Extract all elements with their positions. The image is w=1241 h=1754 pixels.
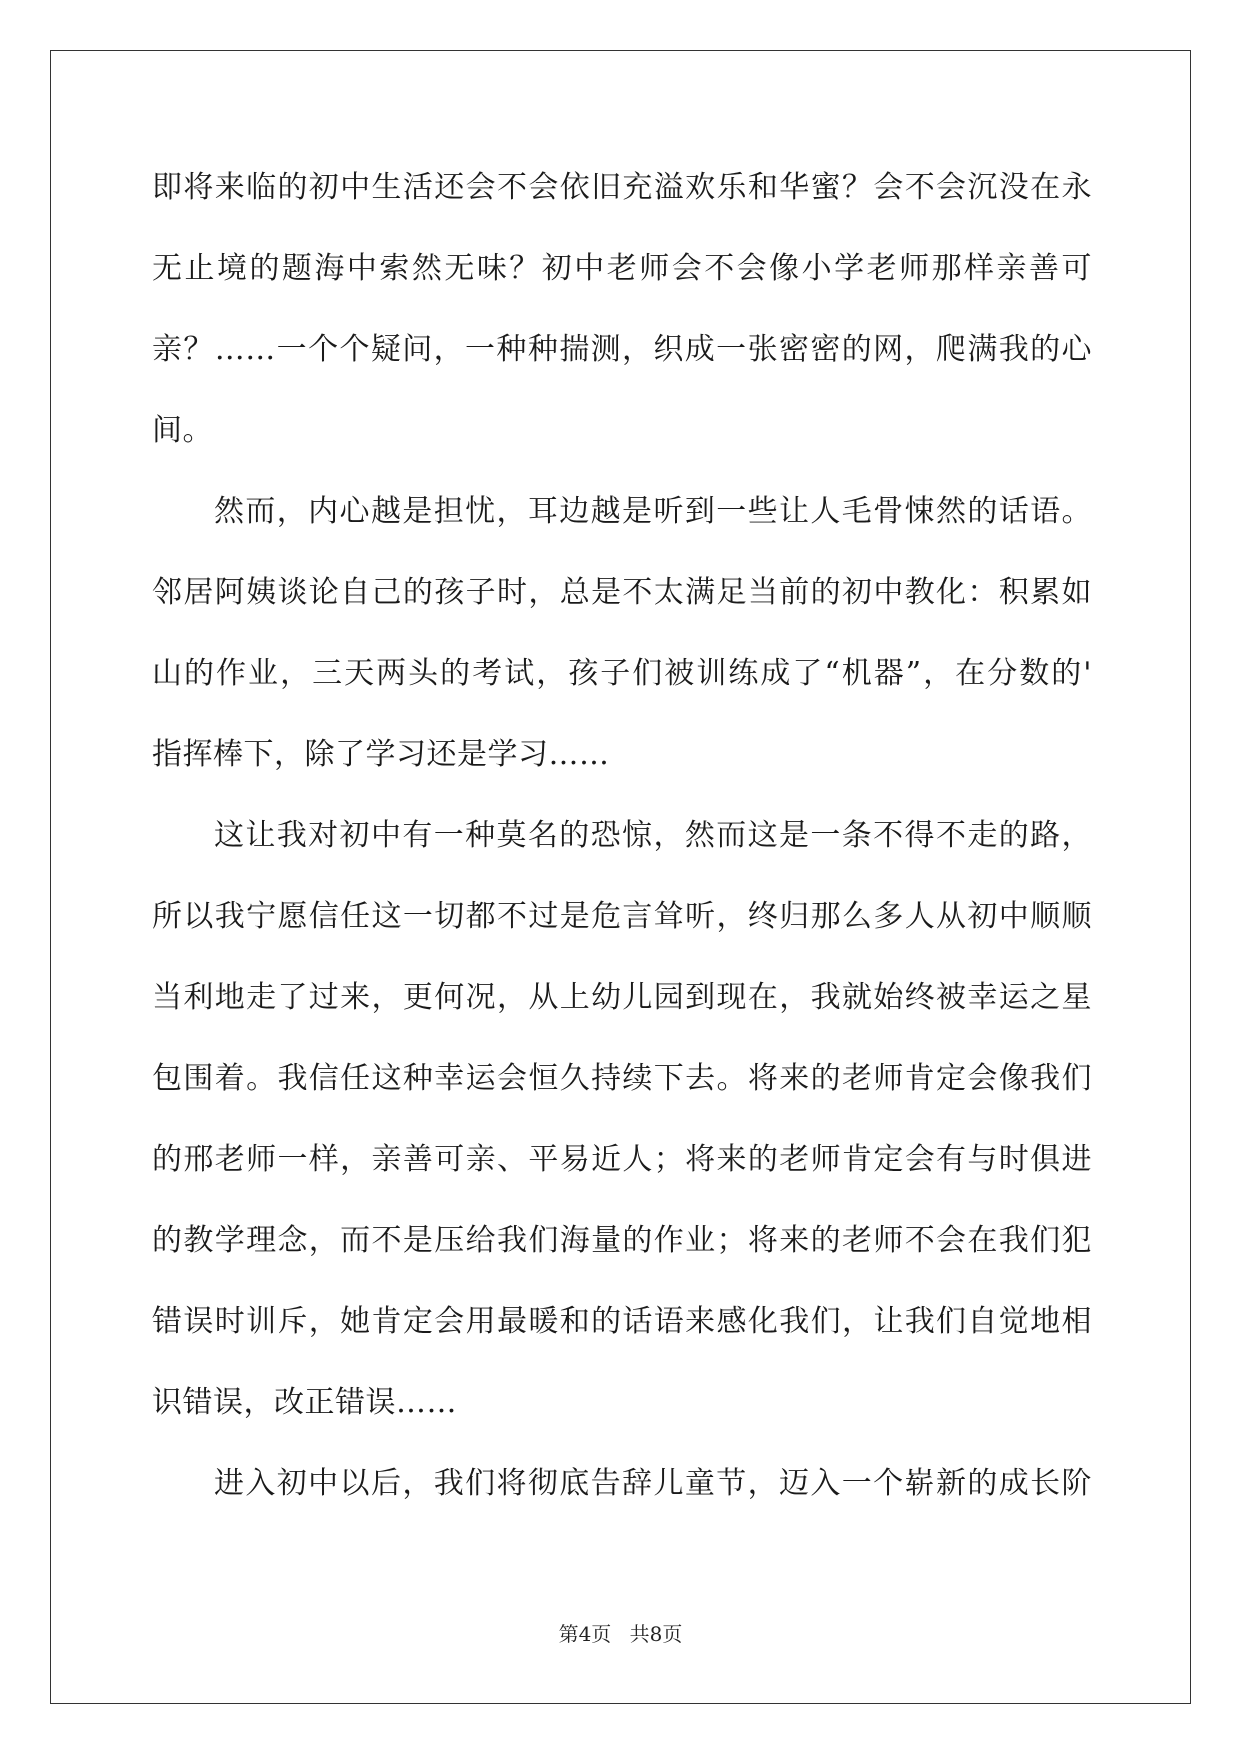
current-page-number: 第4页	[558, 1622, 612, 1646]
text-line: 错误时训斥，她肯定会用最暖和的话语来感化我们，让我们自觉地相	[152, 1304, 1092, 1339]
text-line: 包围着。我信任这种幸运会恒久持续下去。将来的老师肯定会像我们	[152, 1061, 1092, 1096]
text-line: 所以我宁愿信任这一切都不过是危言耸听，终归那么多人从初中顺顺	[152, 899, 1092, 934]
text-line: 当利地走了过来，更何况，从上幼儿园到现在，我就始终被幸运之星	[152, 980, 1092, 1015]
body-text	[152, 160, 1092, 1537]
text-line: 邻居阿姨谈论自己的孩子时，总是不太满足当前的初中教化：积累如	[152, 575, 1092, 610]
text-line: 这让我对初中有一种莫名的恐惊，然而这是一条不得不走的路，	[214, 818, 1092, 853]
total-pages: 共8页	[629, 1622, 683, 1646]
text-line: 指挥棒下，除了学习还是学习……	[152, 737, 610, 772]
text-line: 进入初中以后，我们将彻底告辞儿童节，迈入一个崭新的成长阶	[214, 1466, 1092, 1501]
text-line: 然而，内心越是担忧，耳边越是听到一些让人毛骨悚然的话语。	[214, 494, 1092, 529]
page-footer	[0, 1618, 1241, 1647]
text-line: 识错误，改正错误……	[152, 1385, 457, 1420]
text-line: 的邢老师一样，亲善可亲、平易近人；将来的老师肯定会有与时俱进	[152, 1142, 1092, 1177]
text-line: 间。	[152, 413, 213, 448]
text-line: 无止境的题海中索然无味？初中老师会不会像小学老师那样亲善可	[152, 251, 1092, 286]
text-line: 的教学理念，而不是压给我们海量的作业；将来的老师不会在我们犯	[152, 1223, 1092, 1258]
text-line: 即将来临的初中生活还会不会依旧充溢欢乐和华蜜？会不会沉没在永	[152, 170, 1092, 205]
text-line: 山的作业，三天两头的考试，孩子们被训练成了“机器”，在分数的'	[152, 656, 1092, 691]
text-line: 亲？……一个个疑问，一种种揣测，织成一张密密的网，爬满我的心	[152, 332, 1092, 367]
